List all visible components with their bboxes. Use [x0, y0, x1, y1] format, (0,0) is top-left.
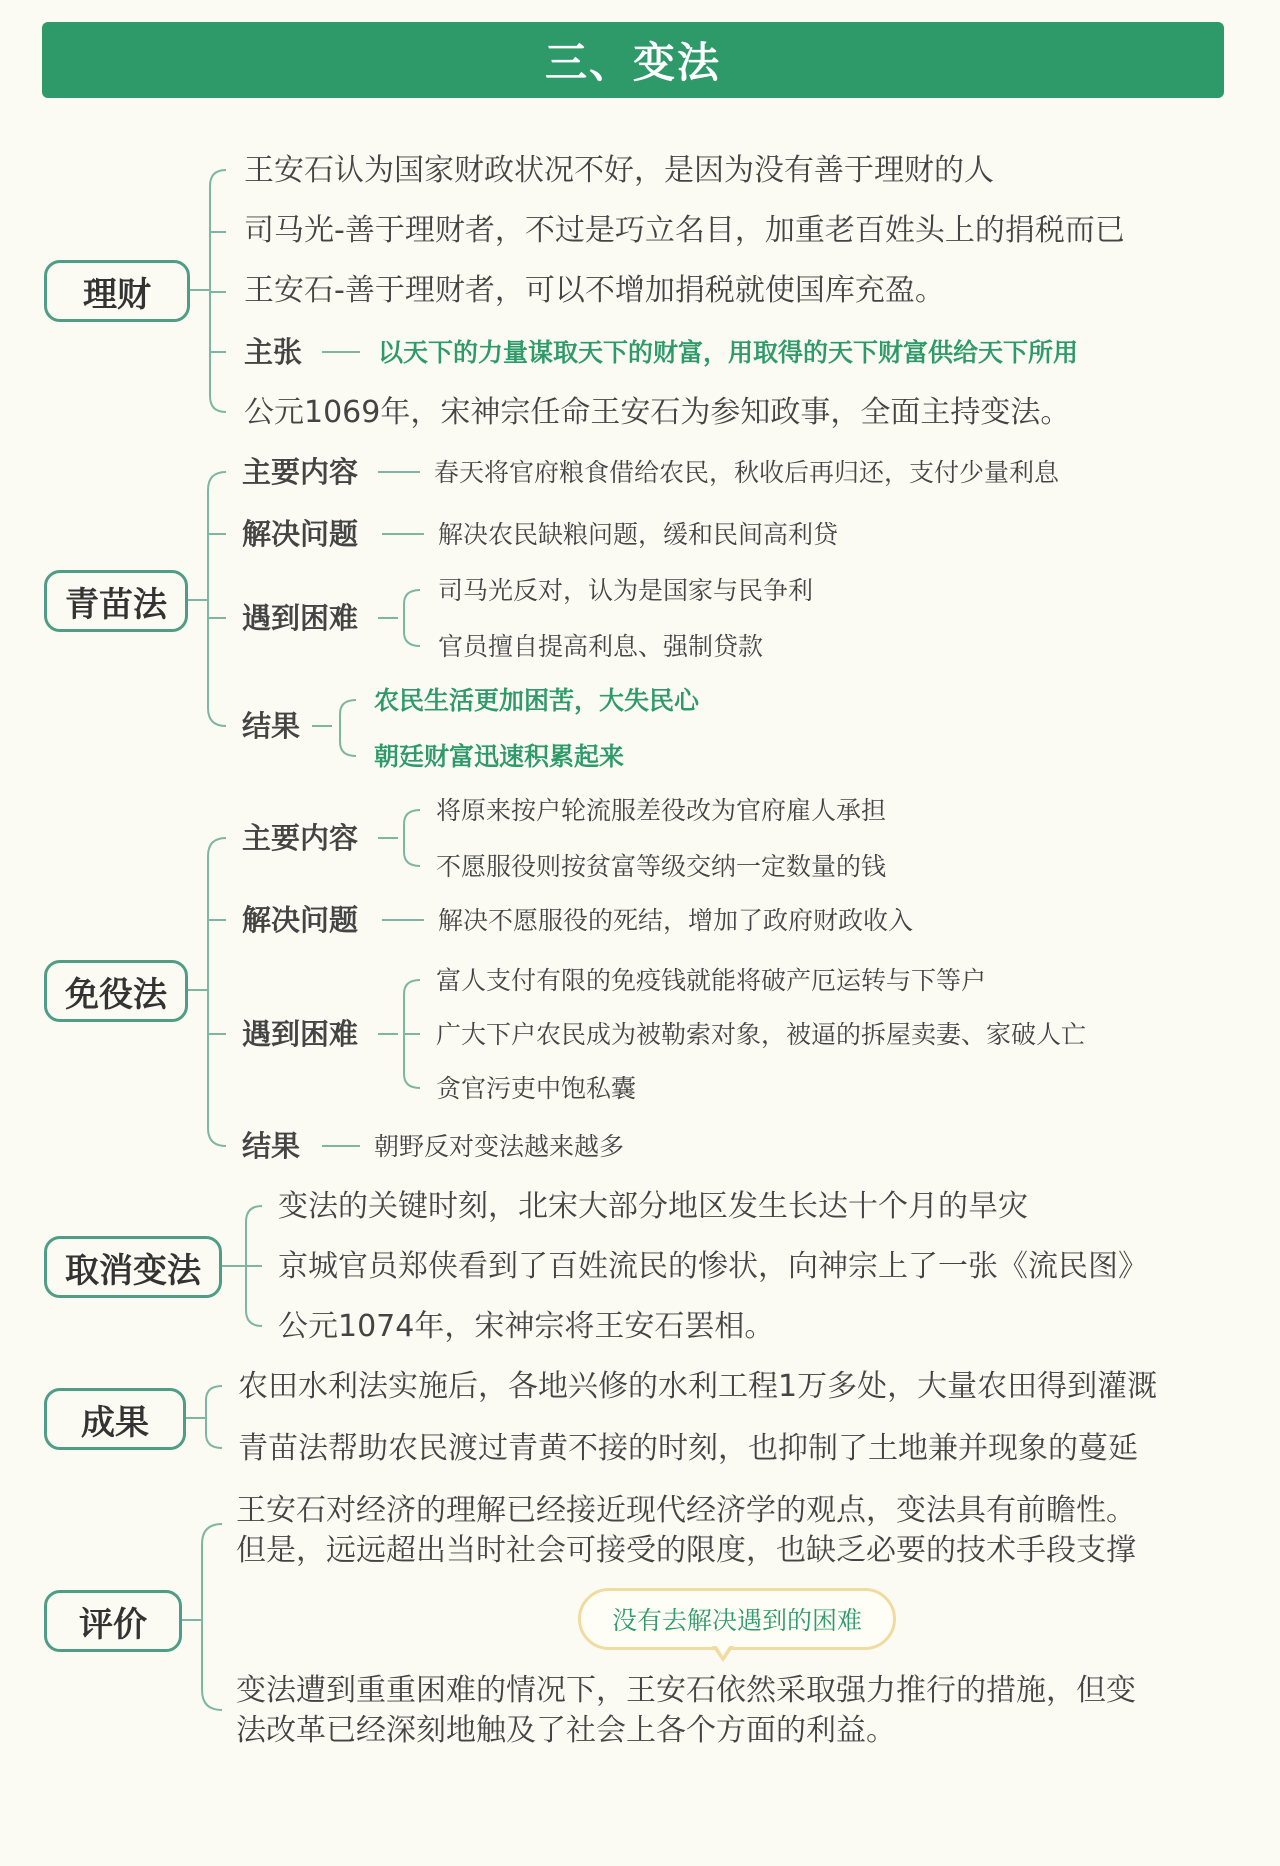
mianyi-content-1: 将原来按户轮流服差役改为官府雇人承担: [436, 796, 887, 825]
section-title: 三、变法: [544, 38, 721, 87]
node-chengguo: [44, 1388, 186, 1450]
node-quxiao-label: 取消变法: [65, 1250, 201, 1291]
qingmiao-difficulty-label: 遇到困难: [242, 601, 359, 635]
mianyi-difficulty-3: 贪官污吏中饱私囊: [436, 1074, 637, 1103]
licai-zhuzhang-text: 以天下的力量谋取天下的财富，用取得的天下财富供给天下所用: [378, 338, 1079, 367]
node-qingmiao-label: 青苗法: [65, 584, 167, 625]
chengguo-item-1: 农田水利法实施后，各地兴修的水利工程1万多处，大量农田得到灌溉: [238, 1369, 1158, 1404]
chengguo-item-2: 青苗法帮助农民渡过青黄不接的时刻，也抑制了土地兼并现象的蔓延: [238, 1431, 1138, 1466]
node-qingmiao: [44, 570, 188, 632]
pingjia-p1-line2: 但是，远远超出当时社会可接受的限度，也缺乏必要的技术手段支撑: [236, 1533, 1136, 1568]
quxiao-item-1: 变法的关键时刻，北宋大部分地区发生长达十个月的旱灾: [278, 1189, 1028, 1224]
mianyi-solve: 解决不愿服役的死结，增加了政府财政收入: [438, 906, 914, 935]
mianyi-difficulty-2: 广大下户农民成为被勒索对象，被逼的拆屋卖妻、家破人亡: [436, 1020, 1087, 1049]
licai-item-1: 王安石认为国家财政状况不好，是因为没有善于理财的人: [244, 153, 994, 188]
node-licai: [44, 260, 190, 322]
node-quxiao: [44, 1236, 222, 1298]
node-pingjia: [44, 1590, 182, 1652]
node-chengguo-label: 成果: [81, 1402, 149, 1443]
mianyi-content-label: 主要内容: [242, 821, 359, 855]
qingmiao-content: 春天将官府粮食借给农民，秋收后再归还，支付少量利息: [434, 458, 1060, 487]
node-pingjia-label: 评价: [79, 1604, 147, 1645]
qingmiao-result-label: 结果: [242, 709, 301, 743]
node-mianyi-label: 免役法: [65, 974, 167, 1015]
pingjia-p1-line1: 王安石对经济的理解已经接近现代经济学的观点，变法具有前瞻性。: [236, 1493, 1136, 1528]
qingmiao-result-2: 朝廷财富迅速积累起来: [374, 742, 625, 771]
pingjia-note-text: 没有去解决遇到的困难: [611, 1606, 862, 1635]
pingjia-p2-line2: 法改革已经深刻地触及了社会上各个方面的利益。: [236, 1713, 896, 1748]
qingmiao-result-1: 农民生活更加困苦，大失民心: [374, 686, 700, 715]
node-mianyi: [44, 960, 188, 1022]
node-licai-label: 理财: [83, 274, 151, 315]
licai-item-2: 司马光-善于理财者，不过是巧立名目，加重老百姓头上的捐税而已: [244, 213, 1125, 248]
qingmiao-difficulty-1: 司马光反对，认为是国家与民争利: [438, 576, 814, 605]
mianyi-solve-label: 解决问题: [242, 903, 359, 937]
qingmiao-difficulty-2: 官员擅自提高利息、强制贷款: [438, 632, 764, 661]
mianyi-content-2: 不愿服役则按贫富等级交纳一定数量的钱: [436, 852, 887, 881]
mianyi-result-label: 结果: [242, 1129, 301, 1163]
quxiao-item-3: 公元1074年，宋神宗将王安石罢相。: [278, 1309, 775, 1344]
mianyi-result: 朝野反对变法越来越多: [374, 1132, 625, 1161]
qingmiao-solve: 解决农民缺粮问题，缓和民间高利贷: [438, 520, 839, 549]
qingmiao-solve-label: 解决问题: [242, 517, 359, 551]
bubble-tail-inner: [716, 1645, 730, 1656]
pingjia-p2-line1: 变法遭到重重困难的情况下，王安石依然采取强力推行的措施，但变: [236, 1673, 1136, 1708]
mianyi-difficulty-label: 遇到困难: [242, 1017, 359, 1051]
pingjia-note-bubble: [578, 1588, 896, 1650]
quxiao-item-2: 京城官员郑侠看到了百姓流民的惨状，向神宗上了一张《流民图》: [278, 1249, 1148, 1284]
licai-zhuzhang-label: 主张: [244, 335, 303, 369]
licai-item-3: 王安石-善于理财者，可以不增加捐税就使国库充盈。: [244, 273, 945, 308]
qingmiao-content-label: 主要内容: [242, 455, 359, 489]
mianyi-difficulty-1: 富人支付有限的免疫钱就能将破产厄运转与下等户: [436, 966, 987, 995]
licai-item-last: 公元1069年，宋神宗任命王安石为参知政事，全面主持变法。: [244, 395, 1071, 430]
